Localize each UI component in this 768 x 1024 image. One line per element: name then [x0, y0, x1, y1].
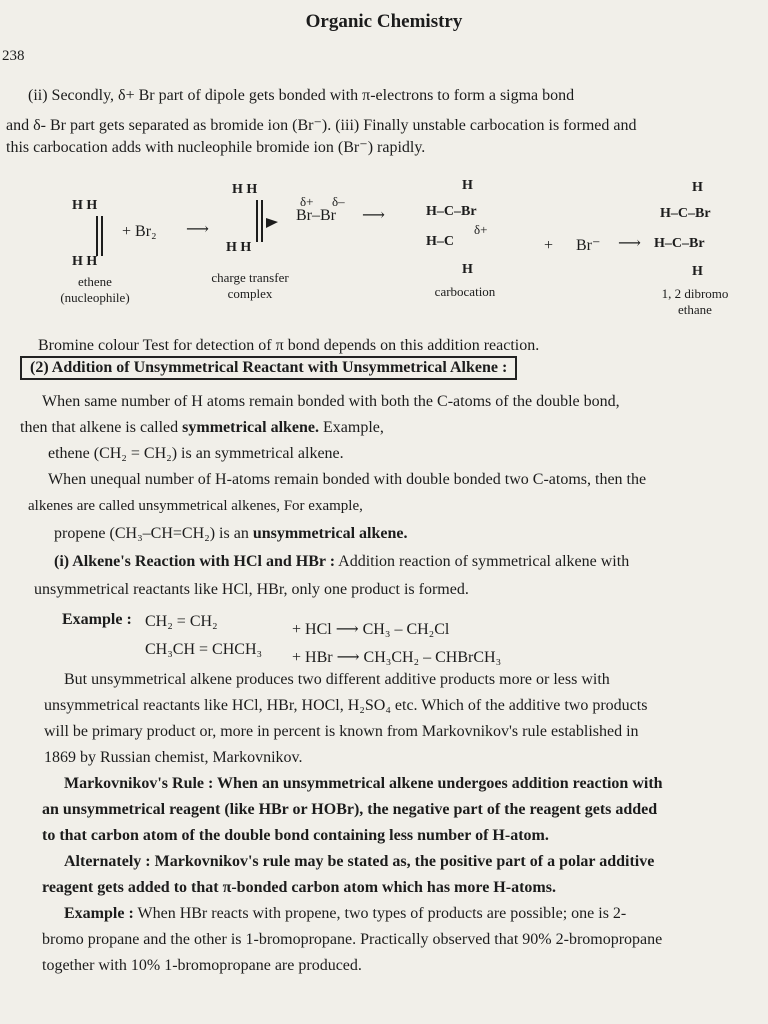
delta-plus: δ+: [300, 194, 314, 209]
para1-line-2c: Example,: [319, 419, 384, 436]
section-heading: (2) Addition of Unsymmetrical Reactant with Unsymmetrical Alkene :: [20, 356, 517, 380]
equation-1-reactant: CH₂ = CH₂: [145, 613, 218, 630]
carbocation-row-1: H–C–Br: [426, 204, 477, 219]
complex-bottom-h: H H: [226, 240, 252, 255]
example2-text: When HBr reacts with propene, two types of products are possible; one is 2-: [133, 905, 627, 922]
bromine-dipole: Br–Br: [296, 207, 336, 224]
plus-2: +: [544, 237, 554, 254]
para1-line-3: ethene (CH₂ = CH₂) is an symmetrical alkene.: [48, 445, 344, 462]
equation-2-reactant: CH₃CH = CHCH₃: [145, 641, 263, 658]
plus-bromine: + Br₂: [122, 223, 157, 240]
alternate-rule-line-1: Alternately : Markovnikov's rule may be stated as, the positive part of a polar additive: [64, 853, 655, 870]
product-bottom-h: H: [692, 264, 703, 279]
subsection-line-1: [54, 552, 629, 572]
markovnikov-line-1: Markovnikov's Rule : When an unsymmetrical alkene undergoes addition reaction with: [64, 775, 663, 792]
ethene-top-h: H H: [72, 198, 98, 213]
carbocation-label: carbocation: [434, 284, 496, 299]
example-label: Example :: [62, 611, 132, 628]
arrow-1: ⟶: [186, 221, 209, 238]
para1-line-6: [54, 524, 407, 544]
markovnikov-line-2: an unsymmetrical reagent (like HBr or HOBr), the negative part of the reagent gets added: [42, 801, 658, 818]
page-number: 238: [2, 48, 25, 64]
subsection-heading: (i) Alkene's Reaction with HCl and HBr :: [54, 553, 336, 570]
subsection-text: Addition reaction of symmetrical alkene with: [335, 553, 630, 570]
para1-line-2: [20, 418, 384, 438]
nucleophile-label: (nucleophile): [60, 290, 130, 305]
para1-line-4: When unequal number of H-atoms remain bonded with double bonded two C-atoms, then the: [48, 471, 647, 488]
delta-minus: δ–: [332, 194, 345, 209]
para1-line-5: alkenes are called unsymmetrical alkenes, For example,: [28, 498, 363, 514]
example2-line-2: bromo propane and the other is 1-bromopropane. Practically observed that 90% 2-bromopropane: [42, 931, 663, 948]
carbocation-bottom-h: H: [462, 262, 473, 277]
bromide-ion: Br⁻: [576, 237, 601, 254]
intro-line-1: (ii) Secondly, δ+ Br part of dipole gets bonded with π-electrons to form a sigma bond: [28, 87, 575, 104]
para2-line-2: unsymmetrical reactants like HCl, HBr, HOCl, H₂SO₄ etc. Which of the additive two products: [44, 697, 648, 714]
para2-line-4: 1869 by Russian chemist, Markovnikov.: [44, 749, 303, 766]
equation-2-reagent-product: + HBr ⟶ CH₃CH₂ – CHBrCH₃: [292, 649, 502, 666]
markovnikov-line-3: to that carbon atom of the double bond containing less number of H-atom.: [42, 827, 549, 844]
alternate-rule-line-2: reagent gets added to that π-bonded carbon atom which has more H-atoms.: [42, 879, 556, 896]
product-row-2: H–C–Br: [654, 236, 705, 251]
para2-line-1: But unsymmetrical alkene produces two different additive products more or less with: [64, 671, 610, 688]
product-row-1: H–C–Br: [660, 206, 711, 221]
ethene-label: ethene: [78, 274, 112, 289]
carbocation-top-h: H: [462, 178, 473, 193]
para1-line-6a: propene (CH₃–CH=CH₂) is an: [54, 525, 253, 542]
carbocation-delta: δ+: [474, 222, 488, 237]
ethene-bottom-h: H H: [72, 254, 98, 269]
complex-double-bond: [244, 198, 284, 244]
page-header: Organic Chemistry: [305, 11, 463, 32]
carbocation-row-2: H–C: [426, 234, 454, 249]
ethene-double-bond: [84, 214, 114, 258]
product-label-2: ethane: [678, 302, 712, 317]
arrow-2: ⟶: [362, 207, 385, 224]
intro-line-2: and δ- Br part gets separated as bromide ion (Br⁻). (iii) Finally unstable carbocation is formed and: [6, 117, 637, 134]
para1-line-2a: then that alkene is called: [20, 419, 183, 436]
example2-line-1: [64, 904, 626, 924]
complex-label-1: charge transfer: [211, 270, 289, 285]
para2-line-3: will be primary product or, more in percent is known from Markovnikov's rule established in: [44, 723, 639, 740]
arrow-3: ⟶: [618, 235, 641, 252]
unsymmetrical-alkene-term: unsymmetrical alkene.: [252, 525, 408, 542]
complex-label-2: complex: [227, 286, 273, 301]
para1-line-1: When same number of H atoms remain bonded with both the C-atoms of the double bond,: [42, 393, 620, 410]
complex-top-h: H H: [232, 182, 258, 197]
bromine-test-line: Bromine colour Test for detection of π bond depends on this addition reaction.: [38, 337, 540, 354]
example2-label: Example :: [64, 905, 134, 922]
product-label-1: 1, 2 dibromo: [661, 286, 729, 301]
equation-1-reagent-product: + HCl ⟶ CH₃ – CH₂Cl: [292, 621, 450, 638]
intro-line-3: this carbocation adds with nucleophile bromide ion (Br⁻) rapidly.: [6, 139, 426, 156]
example2-line-3: together with 10% 1-bromopropane are produced.: [42, 957, 362, 974]
product-top-h: H: [692, 180, 703, 195]
subsection-line-2: unsymmetrical reactants like HCl, HBr, only one product is formed.: [34, 581, 469, 598]
symmetrical-alkene-term: symmetrical alkene.: [182, 419, 320, 436]
